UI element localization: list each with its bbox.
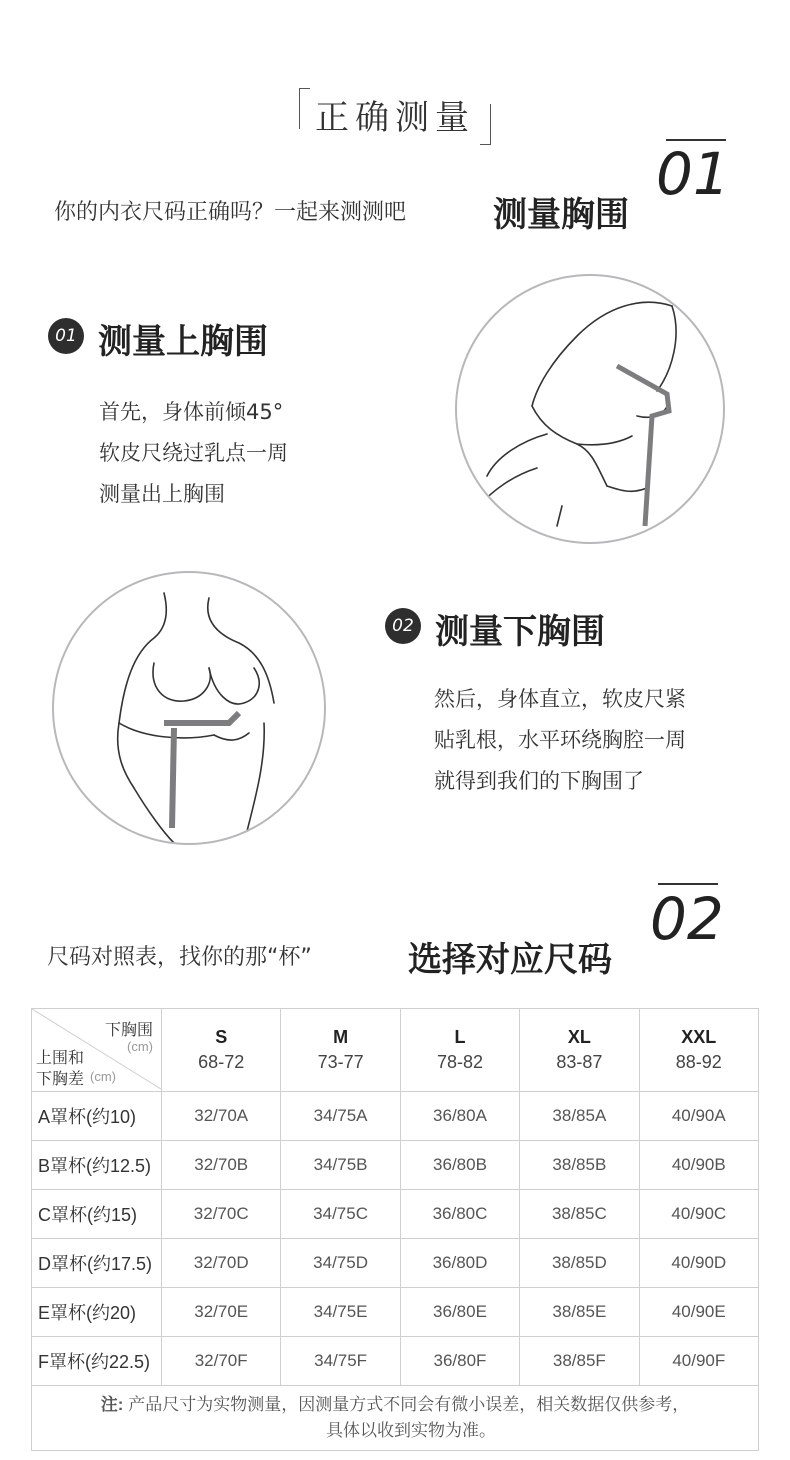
note-text-1: 产品尺寸为实物测量，因测量方式不同会有微小误差，相关数据仅供参考， bbox=[128, 1395, 690, 1414]
step2-line: 就得到我们的下胸围了 bbox=[434, 769, 644, 793]
page-title-box bbox=[299, 84, 491, 145]
section1-heading: 测量胸围 bbox=[493, 195, 629, 235]
size-range: 83-87 bbox=[556, 1052, 603, 1072]
bracket-left bbox=[299, 88, 310, 129]
table-cell: 40/90F bbox=[639, 1337, 758, 1386]
size-label: S bbox=[215, 1027, 228, 1047]
table-cell: 32/70E bbox=[162, 1288, 281, 1337]
corner-bottom-label-1: 上围和 bbox=[36, 1050, 85, 1067]
size-label: M bbox=[333, 1027, 349, 1047]
cup-label: A罩杯(约10) bbox=[32, 1092, 162, 1141]
note-text-2: 具体以收到实物为准。 bbox=[326, 1421, 496, 1440]
table-cell: 32/70D bbox=[162, 1239, 281, 1288]
table-header-row bbox=[32, 1009, 759, 1092]
table-cell: 40/90A bbox=[639, 1092, 758, 1141]
step2-line: 贴乳根，水平环绕胸腔一周 bbox=[434, 728, 686, 752]
corner-bottom-unit: (cm) bbox=[90, 1069, 116, 1084]
cup-label: C罩杯(约15) bbox=[32, 1190, 162, 1239]
step1-badge: 01 bbox=[48, 318, 84, 354]
cup-label: E罩杯(约20) bbox=[32, 1288, 162, 1337]
table-cell: 38/85F bbox=[520, 1337, 639, 1386]
step1-title: 测量上胸围 bbox=[98, 322, 268, 362]
step2-line: 然后，身体直立，软皮尺紧 bbox=[434, 687, 686, 711]
bracket-right bbox=[480, 104, 491, 145]
note-cell bbox=[32, 1386, 759, 1451]
size-range: 88-92 bbox=[675, 1052, 722, 1072]
table-cell: 34/75A bbox=[281, 1092, 400, 1141]
column-header-m bbox=[281, 1009, 400, 1092]
step2-badge: 02 bbox=[385, 608, 421, 644]
table-cell: 32/70B bbox=[162, 1141, 281, 1190]
table-cell: 34/75B bbox=[281, 1141, 400, 1190]
table-cell: 38/85D bbox=[520, 1239, 639, 1288]
step1-line: 首先，身体前倾45° bbox=[99, 400, 284, 424]
column-header-xl bbox=[520, 1009, 639, 1092]
section1-number: 01 bbox=[656, 140, 730, 208]
note-row bbox=[32, 1386, 759, 1451]
section1-lead: 你的内衣尺码正确吗？一起来测测吧 bbox=[54, 200, 407, 225]
table-cell: 38/85A bbox=[520, 1092, 639, 1141]
under-bust-illustration bbox=[52, 571, 326, 845]
table-cell: 36/80A bbox=[400, 1092, 519, 1141]
table-cell: 40/90E bbox=[639, 1288, 758, 1337]
size-label: L bbox=[454, 1027, 466, 1047]
table-row bbox=[32, 1092, 759, 1141]
table-cell: 40/90D bbox=[639, 1239, 758, 1288]
step1-description bbox=[99, 392, 288, 515]
table-row bbox=[32, 1141, 759, 1190]
size-range: 78-82 bbox=[436, 1052, 483, 1072]
table-cell: 38/85C bbox=[520, 1190, 639, 1239]
table-cell: 36/80E bbox=[400, 1288, 519, 1337]
table-cell: 36/80F bbox=[400, 1337, 519, 1386]
table-cell: 36/80C bbox=[400, 1190, 519, 1239]
table-cell: 34/75E bbox=[281, 1288, 400, 1337]
column-header-xxl bbox=[639, 1009, 758, 1092]
note-line-1 bbox=[42, 1392, 748, 1418]
note-label: 注: bbox=[100, 1395, 124, 1414]
size-label: XXL bbox=[681, 1027, 717, 1047]
table-cell: 38/85E bbox=[520, 1288, 639, 1337]
table-cell: 40/90B bbox=[639, 1141, 758, 1190]
table-row bbox=[32, 1288, 759, 1337]
table-row bbox=[32, 1239, 759, 1288]
cup-label: D罩杯(约17.5) bbox=[32, 1239, 162, 1288]
size-range: 73-77 bbox=[317, 1052, 364, 1072]
section2-number: 02 bbox=[650, 885, 724, 953]
corner-bottom-label-2: 下胸差 bbox=[36, 1071, 85, 1088]
table-cell: 34/75C bbox=[281, 1190, 400, 1239]
column-header-s bbox=[162, 1009, 281, 1092]
table-cell: 38/85B bbox=[520, 1141, 639, 1190]
cup-label: F罩杯(约22.5) bbox=[32, 1337, 162, 1386]
table-corner-cell bbox=[32, 1009, 162, 1092]
step2-title: 测量下胸围 bbox=[435, 612, 605, 652]
corner-top-label: 下胸围 bbox=[104, 1022, 153, 1039]
table-cell: 32/70F bbox=[162, 1337, 281, 1386]
table-cell: 34/75D bbox=[281, 1239, 400, 1288]
table-cell: 36/80B bbox=[400, 1141, 519, 1190]
corner-top-unit: (cm) bbox=[127, 1039, 153, 1054]
table-row bbox=[32, 1190, 759, 1239]
table-cell: 34/75F bbox=[281, 1337, 400, 1386]
page-title: 正确测量 bbox=[315, 98, 475, 138]
woman-leaning-figure bbox=[457, 276, 723, 542]
size-range: 68-72 bbox=[198, 1052, 245, 1072]
column-header-l bbox=[400, 1009, 519, 1092]
table-row bbox=[32, 1337, 759, 1386]
step2-description bbox=[434, 679, 686, 802]
step1-line: 软皮尺绕过乳点一周 bbox=[99, 441, 288, 465]
page-header bbox=[0, 84, 790, 145]
section2-lead: 尺码对照表，找你的那“杯” bbox=[47, 945, 312, 970]
step1-line: 测量出上胸围 bbox=[99, 482, 225, 506]
size-chart-table bbox=[31, 1008, 759, 1451]
woman-standing-figure bbox=[54, 573, 324, 843]
table-cell: 36/80D bbox=[400, 1239, 519, 1288]
upper-bust-illustration bbox=[455, 274, 725, 544]
table-cell: 32/70C bbox=[162, 1190, 281, 1239]
cup-label: B罩杯(约12.5) bbox=[32, 1141, 162, 1190]
table-cell: 32/70A bbox=[162, 1092, 281, 1141]
table-cell: 40/90C bbox=[639, 1190, 758, 1239]
section2-heading: 选择对应尺码 bbox=[408, 940, 612, 980]
size-label: XL bbox=[567, 1027, 591, 1047]
